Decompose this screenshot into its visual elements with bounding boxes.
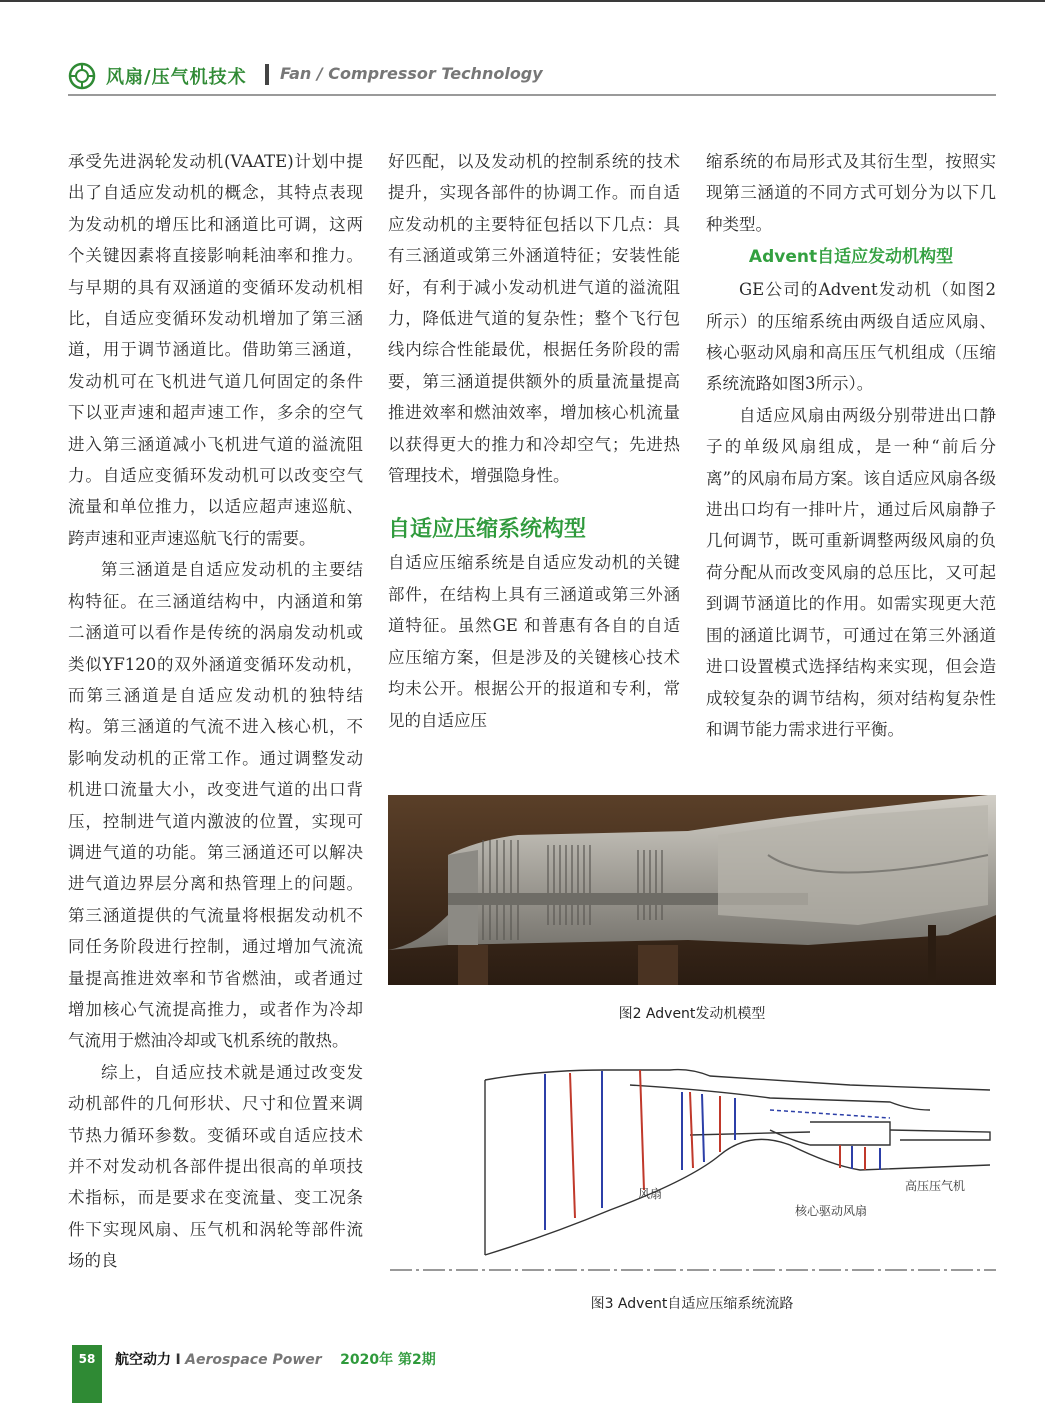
column-3 [706,146,996,745]
paragraph: 缩系统的布局形式及其衍生型，按照实现第三涵道的不同方式可划分为以下几种类型。 [706,152,996,234]
paragraph: 综上，自适应技术就是通过改变发动机部件的几何形状、尺寸和位置来调节热力循环参数。变循环或自适应技术并不对发动机各部件提出很高的单项技术指标，而是要求在变流量、变工况条件下实现风扇、压气机和涡轮等部件流场的良 [68,1062,363,1271]
journal-logo-icon [68,62,96,90]
header-divider [265,64,269,85]
page-header [68,58,996,96]
paragraph: 承受先进涡轮发动机(VAATE)计划中提出了自适应发动机的概念，其特点表现为发动机的增压比和涵道比可调，这两个关键因素将直接影响耗油率和推力。与早期的具有双涵道的变循环发动机相比，自适应变循环发动机增加了第三涵道，用于调节涵道比。借助第三涵道，发动机可在飞机进气道几何固定的条件下以亚声速和超声速工作，多余的空气进入第三涵道减小飞机进气道的溢流阻力。自适应变循环发动机可以改变空气流量和单位推力，以适应超声速巡航、跨声速和亚声速巡航飞行的需要。 [68,152,363,548]
paragraph: 自适应风扇由两级分别带进出口静子的单级风扇组成，是一种“前后分离”的风扇布局方案。该自适应风扇各级进出口均有一排叶片，通过后风扇静子几何调节，既可重新调整两级风扇的负荷分配从而改变风扇的总压比，又可起到调节涵道比的作用。如需实现更大范围的涵道比调节，可通过在第三外涵道进口设置模式选择结构来实现，但会造成较复杂的调节结构，须对结构复杂性和调节能力需求进行平衡。 [706,405,996,739]
journal-separator: I [175,1352,181,1368]
figure-2-caption: 图2 Advent发动机模型 [618,1006,766,1022]
label-fan: 风扇 [638,1187,663,1201]
column-1 [68,146,363,1277]
page-number: 58 [78,1352,96,1366]
paragraph: GE公司的Advent发动机（如图2所示）的压缩系统由两级自适应风扇、核心驱动风扇和高压压气机组成（压缩系统流路如图3所示）。 [706,280,996,394]
paragraph: 自适应压缩系统是自适应发动机的关键部件，在结构上具有三涵道或第三外涵道特征。虽然GE 和普惠有各自的自适应压缩方案，但是涉及的关键核心技术均未公开。根据公开的报道和专利，常见的自适应压 [388,553,680,730]
journal-issue: 2020年 第2期 [340,1352,436,1368]
journal-name-en: Aerospace Power [185,1352,322,1368]
header-title-en: Fan / Compressor Technology [280,64,543,83]
figure-3-caption: 图3 Advent自适应压缩系统流路 [590,1296,794,1312]
subsection-heading: Advent自适应发动机构型 [748,247,954,268]
header-title-cn: 风扇/压气机技术 [106,67,247,88]
flowpath-diagram [390,1040,996,1280]
header-rule [68,94,996,96]
paragraph: 好匹配，以及发动机的控制系统的技术提升，实现各部件的协调工作。而自适应发动机的主要特征包括以下几点：具有三涵道或第三外涵道特征；安装性能好，有利于减小发动机进气道的溢流阻力，降低进气道的复杂性；整个飞行包线内综合性能最优，根据任务阶段的需要，第三涵道提供额外的质量流量提高推进效率和燃油效率，增加核心机流量以获得更大的推力和冷却空气；先进热管理技术，增强隐身性。 [388,152,680,486]
journal-name-cn: 航空动力 [115,1352,171,1368]
journal-footer [115,1349,436,1369]
label-hp-compressor: 高压压气机 [905,1179,966,1193]
paragraph: 第三涵道是自适应发动机的主要结构特征。在三涵道结构中，内涵道和第二涵道可以看作是传统的涡扇发动机或类似YF120的双外涵道变循环发动机，而第三涵道是自适应发动机的独特结构。第三涵道的气流不进入核心机，不影响发动机的正常工作。通过调整发动机进口流量大小，改变进气道的出口背压，控制进气道内激波的位置，实现可调进气道的功能。第三涵道还可以解决进气道边界层分离和热管理上的问题。第三涵道提供的气流量将根据发动机不同任务阶段进行控制，通过增加气流流量提高推进效率和节省燃油，或者通过增加核心气流提高推力，或者作为冷却气流用于燃油冷却或飞机系统的散热。 [68,560,363,1051]
engine-model-photo [388,795,996,985]
label-core-driven-fan: 核心驱动风扇 [795,1204,868,1218]
top-border [0,0,1045,2]
section-heading: 自适应压缩系统构型 [388,517,587,543]
column-2 [388,146,680,736]
